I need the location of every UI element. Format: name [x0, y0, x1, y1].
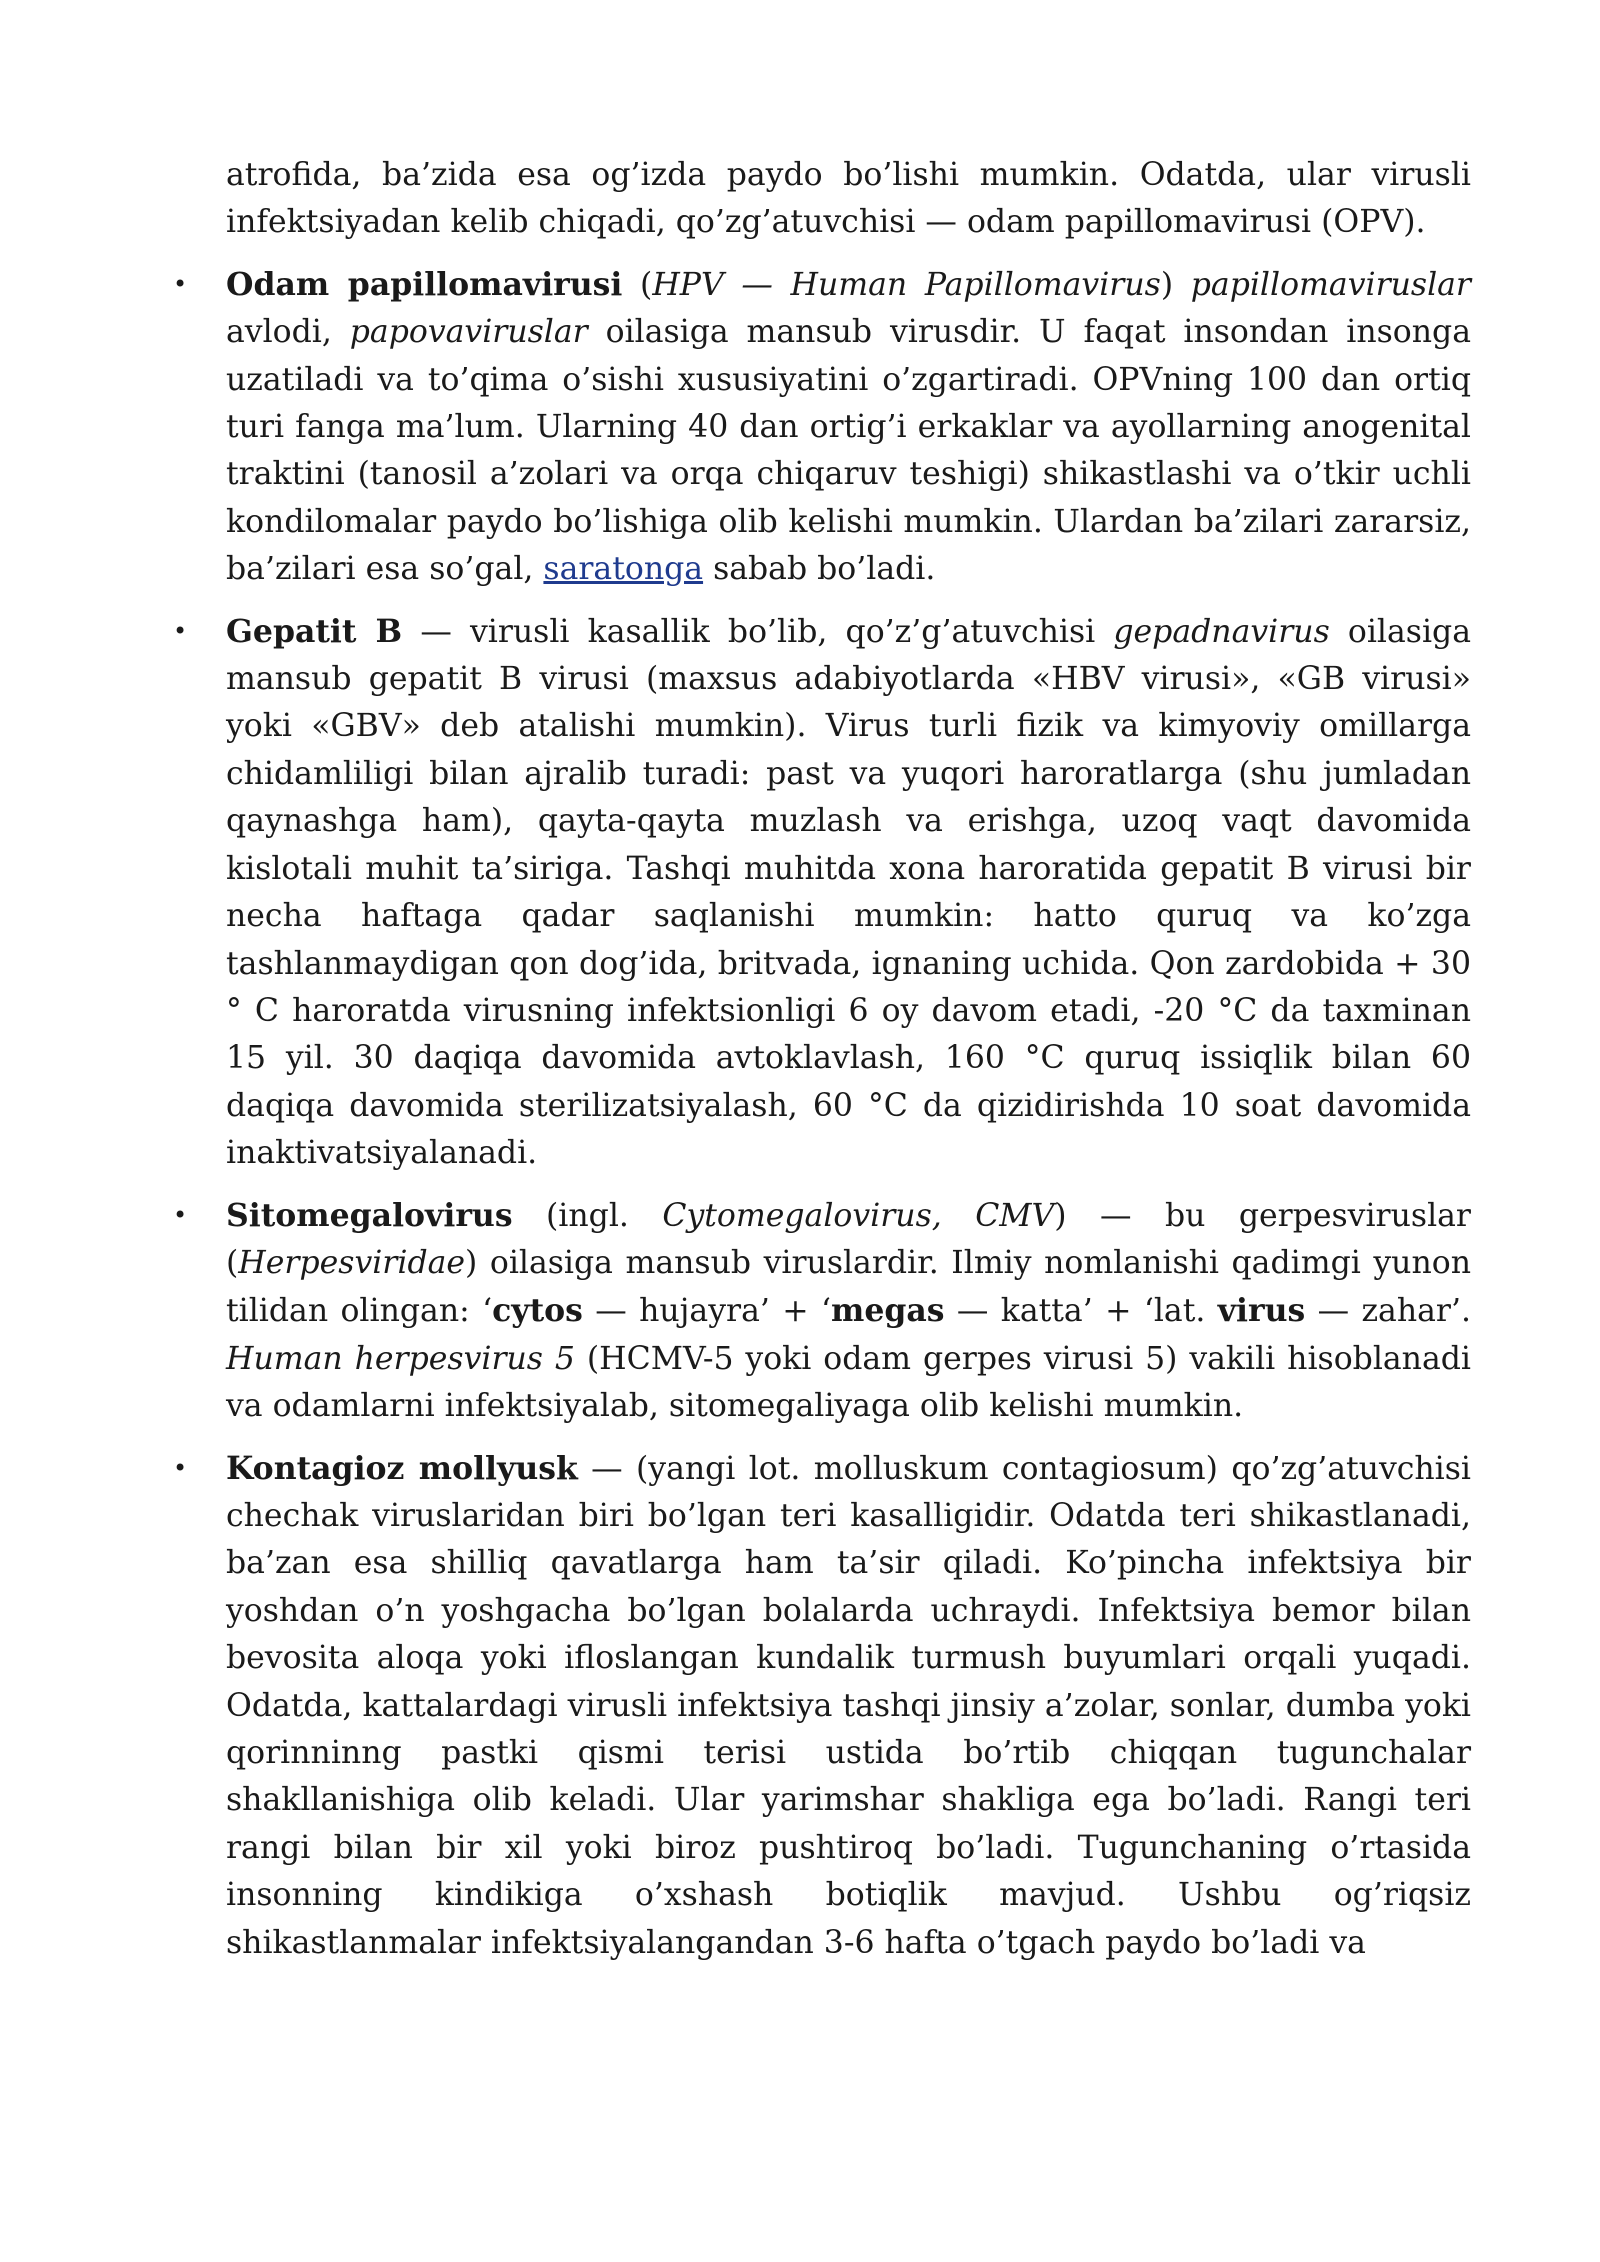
bullet-icon: •: [173, 269, 188, 298]
bullet-icon: •: [173, 1200, 188, 1229]
bullet-icon: •: [173, 1453, 188, 1482]
hpv-paragraph: Odam papillomavirusi (HPV — Human Papillomavirus) papillomaviruslar avlodi, papovaviruslar oilasiga mansub virusdir. U faqat insondan insonga uzatiladi va to’qima o’sishi xususiyatini o’zgartiradi. OPVning 100 dan ortiq turi fanga ma’lum. Ularning 40 dan ortig’i erkaklar va ayollarning anogenital traktini (tanosil a’zolari va orqa chiqaruv teshigi) shikastlashi va o’tkir uchli kondilomalar paydo bo’lishiga olib kelishi mumkin. Ulardan ba’zilari zararsiz, ba’zilari esa so’gal, saratonga sabab bo’ladi.: [226, 265, 1471, 588]
cytomegalovirus-paragraph: Sitomegalovirus (ingl. Cytomegalovirus, CMV) — bu gerpesviruslar (Herpesviridae) oilasiga mansub viruslardir. Ilmiy nomlanishi qadimgi yunon tilidan olingan: ‘cytos — hujayra’ + ‘megas — katta’ + ‘lat. virus — zahar’. Human herpesvirus 5 (HCMV-5 yoki odam gerpes virusi 5) vakili hisoblanadi va odamlarni infektsiyalab, sitomegaliyaga olib kelishi mumkin.: [226, 1196, 1471, 1425]
list-item-molluscum: [173, 1445, 1471, 1967]
hepatitis-b-paragraph: Gepatit B — virusli kasallik bo’lib, qo’z’g’atuvchisi gepadnavirus oilasiga mansub gepatit B virusi (maxsus adabiyotlarda «HBV virusi», «GB virusi» yoki «GBV» deb atalishi mumkin). Virus turli fizik va kimyoviy omillarga chidamliligi bilan ajralib turadi: past va yuqori haroratlarga (shu jumladan qaynashga ham), qayta-qayta muzlash va erishga, uzoq vaqt davomida kislotali muhit ta’siriga. Tashqi muhitda xona haroratida gepatit B virusi bir necha haftaga qadar saqlanishi mumkin: hatto quruq va ko’zga tashlanmaydigan qon dog’ida, britvada, ignaning uchida. Qon zardobida + 30 ° C haroratda virusning infektsionligi 6 oy davom etadi, -20 °C da taxminan 15 yil. 30 daqiqa davomida avtoklavlash, 160 °C quruq issiqlik bilan 60 daqiqa davomida sterilizatsiyalash, 60 °C da qizidirishda 10 soat davomida inaktivatsiyalanadi.: [226, 612, 1471, 1172]
bullet-icon: •: [173, 616, 188, 645]
list-item-hepatitis-b: [173, 608, 1471, 1178]
list-item-cytomegalovirus: [173, 1192, 1471, 1431]
term: Odam papillomavirusi: [226, 265, 623, 303]
term: Kontagioz mollyusk: [226, 1449, 578, 1487]
molluscum-paragraph: Kontagioz mollyusk — (yangi lot. molluskum contagiosum) qo’zg’atuvchisi chechak viruslaridan biri bo’lgan teri kasalligidir. Odatda teri shikastlanadi, ba’zan esa shilliq qavatlarga ham ta’sir qiladi. Ko’pincha infektsiya bir yoshdan o’n yoshgacha bo’lgan bolalarda uchraydi. Infektsiya bemor bilan bevosita aloqa yoki ifloslangan kundalik turmush buyumlari orqali yuqadi. Odatda, kattalardagi virusli infektsiya tashqi jinsiy a’zolar, sonlar, dumba yoki qorinninng pastki qismi terisi ustida bo’rtib chiqqan tugunchalar shakllanishiga olib keladi. Ular yarimshar shakliga ega bo’ladi. Rangi teri rangi bilan bir xil yoki biroz pushtiroq bo’ladi. Tugunchaning o’rtasida insonning kindikiga o’xshash botiqlik mavjud. Ushbu og’riqsiz shikastlanmalar infektsiyalangandan 3-6 hafta o’tgach paydo bo’ladi va: [226, 1449, 1471, 1961]
intro-paragraph: [226, 152, 1471, 247]
saratonga-link[interactable]: saratonga: [543, 551, 704, 588]
term: Gepatit B: [226, 612, 403, 650]
document-body: [173, 152, 1471, 1981]
term: Sitomegalovirus: [226, 1196, 513, 1234]
intro-text: atrofida, ba’zida esa og’izda paydo bo’lishi mumkin. Odatda, ular virusli infektsiyadan kelib chiqadi, qo’zg’atuvchisi — odam papillomavirusi (OPV).: [226, 157, 1471, 241]
list-item-hpv: [173, 261, 1471, 594]
virus-list: [173, 261, 1471, 1967]
